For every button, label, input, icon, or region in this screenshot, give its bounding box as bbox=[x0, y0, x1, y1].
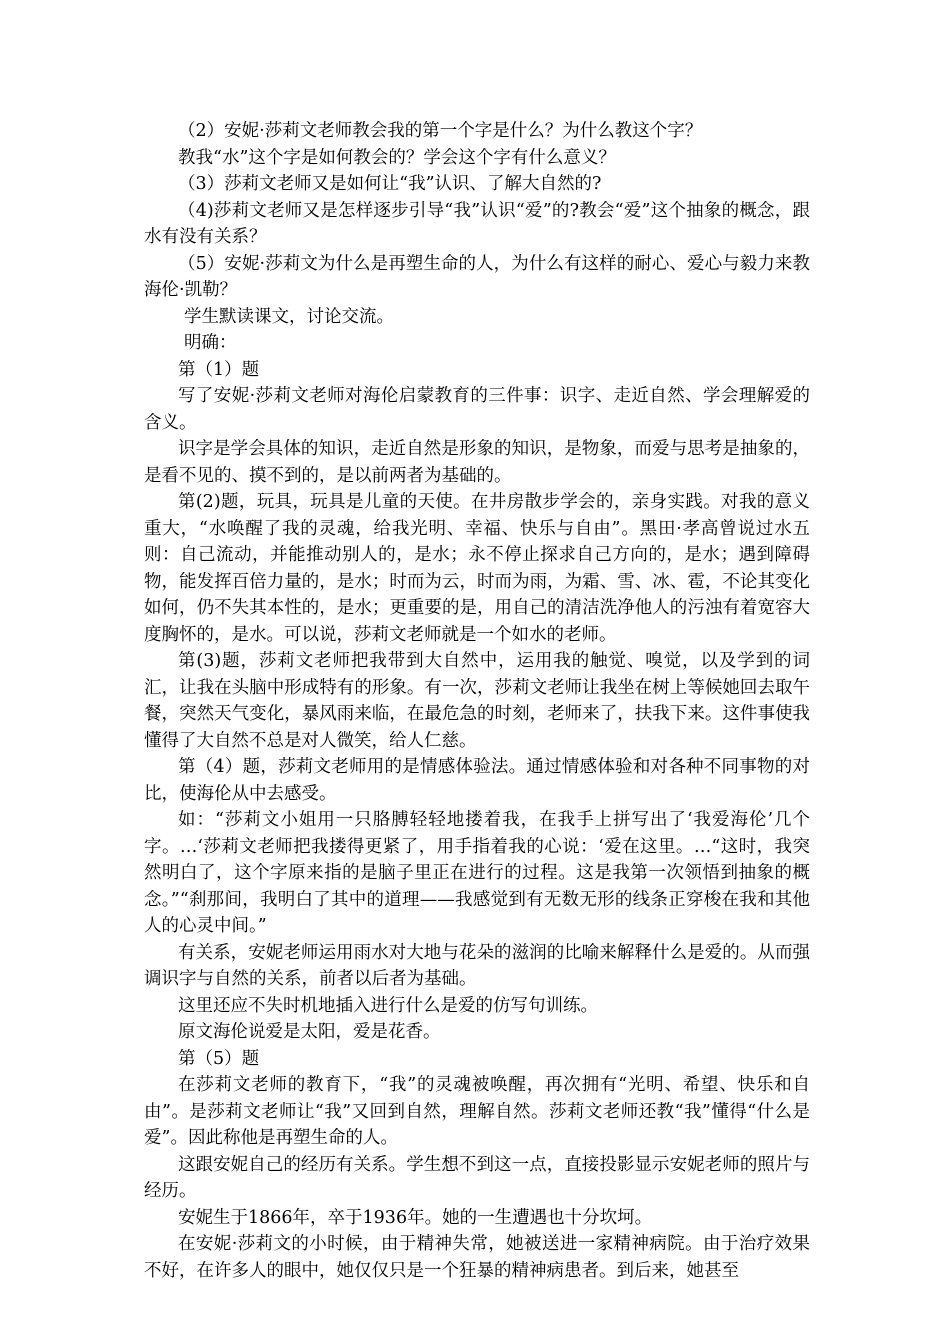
answer-3-paragraph: 第(3)题，莎莉文老师把我带到大自然中，运用我的触觉、嗅觉，以及学到的词汇，让我在头脑中形成特有的形象。有一次，莎莉文老师让我坐在树上等候她回去取午餐，突然天气变化，暴风雨来临，在最危急的时刻，老师来了，扶我下来。这件事使我懂得了大自然不总是对人微笑，给人仁慈。 bbox=[144, 651, 810, 751]
annie-birth: 安妮生于1866年，卒于1936年。她的一生遭遇也十分坎坷。 bbox=[178, 1207, 653, 1228]
answer-1-paragraph: 写了安妮·莎莉文老师对海伦启蒙教育的三件事：识字、走近自然、学会理解爱的含义。 bbox=[144, 386, 810, 433]
answer-1-heading: 第（1）题 bbox=[178, 359, 260, 380]
answer-5-heading: 第（5）题 bbox=[178, 1048, 260, 1069]
annie-childhood: 在安妮·莎莉文的小时候，由于精神失常，她被送进一家精神病院。由于治疗效果不好，在许多人的眼中，她仅仅只是一个狂暴的精神病患者。到后来，她甚至 bbox=[144, 1234, 810, 1281]
answer-1-detail: 识字是学会具体的知识，走近自然是形象的知识，是物象，而爱与思考是抽象的，是看不见的、摸不到的，是以前两者为基础的。 bbox=[144, 439, 810, 486]
question-4: （4)莎莉文老师又是怎样逐步引导“我”认识“爱”的?教会“爱”这个抽象的概念，跟水有没有关系？ bbox=[144, 200, 810, 247]
document-page bbox=[144, 118, 810, 1284]
answer-4-paragraph: 第（4）题，莎莉文老师用的是情感体验法。通过情感体验和对各种不同事物的对比，使海伦从中去感受。 bbox=[144, 757, 810, 804]
answer-5-experience: 这跟安妮自己的经历有关系。学生想不到这一点，直接投影显示安妮老师的照片与经历。 bbox=[144, 1154, 810, 1201]
student-activity: 学生默读课文，讨论交流。 bbox=[184, 306, 394, 327]
question-2-followup: 教我“水”这个字是如何教会的？学会这个字有什么意义？ bbox=[178, 147, 616, 168]
answer-4-training: 这里还应不失时机地插入进行什么是爱的仿写句训练。 bbox=[178, 995, 598, 1016]
question-2: （2）安妮·莎莉文老师教会我的第一个字是什么？为什么教这个字？ bbox=[178, 121, 703, 141]
question-5: （5）安妮·莎莉文为什么是再塑生命的人，为什么有这样的耐心、爱心与毅力来教海伦·凯勒？ bbox=[144, 253, 810, 300]
answer-5-paragraph: 在莎莉文老师的教育下，“我”的灵魂被唤醒，再次拥有“光明、希望、快乐和自由”。是莎莉文老师让“我”又回到自然，理解自然。莎莉文老师还教“我”懂得“什么是爱”。因此称他是再塑生命的人。 bbox=[144, 1075, 810, 1148]
answer-4-quote: 如：“莎莉文小姐用一只胳膊轻轻地搂着我，在我手上拼写出了‘我爱海伦’几个字。…‘莎莉文老师把我搂得更紧了，用手指着我的心说：‘爱在这里。…“这时，我突然明白了，这个字原来指的是脑子里正在进行的过程。这是我第一次领悟到抽象的概念。”“刹那间，我明白了其中的道理——我感觉到有无数无形的线条正穿梭在我和其他人的心灵中间。” bbox=[144, 810, 810, 936]
question-3: （3）莎莉文老师又是如何让“我”认识、了解大自然的? bbox=[178, 174, 602, 194]
answer-4-relation: 有关系，安妮老师运用雨水对大地与花朵的滋润的比喻来解释什么是爱的。从而强调识字与自然的关系，前者以后者为基础。 bbox=[144, 942, 810, 989]
answer-4-original: 原文海伦说爱是太阳，爱是花香。 bbox=[178, 1022, 441, 1042]
clarify-label: 明确： bbox=[184, 333, 237, 353]
answer-2-paragraph: 第(2)题，玩具，玩具是儿童的天使。在井房散步学会的，亲身实践。对我的意义重大，“水唤醒了我的灵魂，给我光明、幸福、快乐与自由”。黑田·孝高曾说过水五则：自己流动，并能推动别人的，是水；永不停止探求自己方向的，是水；遇到障碍物，能发挥百倍力量的，是水；时而为云，时而为雨，为霜、雪、冰、雹，不论其变化如何，仍不失其本性的，是水；更重要的是，用自己的清洁洗净他人的污浊有着宽容大度胸怀的，是水。可以说，莎莉文老师就是一个如水的老师。 bbox=[144, 492, 810, 645]
